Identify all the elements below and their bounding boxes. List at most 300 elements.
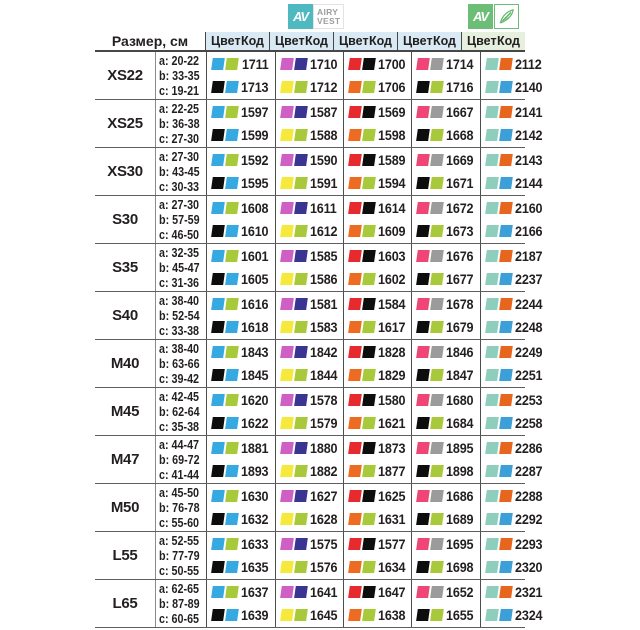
product-code: 1673 bbox=[446, 223, 474, 239]
yellow-swatch bbox=[280, 561, 294, 573]
color-swatch-pair bbox=[417, 442, 443, 454]
indigo-swatch bbox=[294, 586, 308, 598]
product-code: 1591 bbox=[309, 175, 337, 191]
color-swatch-pair bbox=[486, 321, 512, 333]
lime-swatch bbox=[294, 273, 308, 285]
code-line bbox=[412, 245, 479, 268]
code-line bbox=[344, 437, 411, 460]
red-swatch bbox=[348, 538, 362, 550]
measurement-b: b: 52-54 bbox=[159, 308, 200, 323]
code-line bbox=[207, 485, 274, 508]
code-line bbox=[207, 437, 274, 460]
code-line bbox=[481, 389, 548, 412]
color-swatch-pair bbox=[281, 58, 307, 70]
deep-orange-swatch bbox=[499, 298, 513, 310]
airyvest-logo bbox=[288, 4, 344, 29]
color-code-cell bbox=[411, 148, 479, 195]
column-header-color: Цвет bbox=[467, 34, 497, 48]
black-swatch bbox=[362, 442, 376, 454]
black-swatch bbox=[211, 369, 225, 381]
color-swatch-pair bbox=[281, 273, 307, 285]
code-line bbox=[481, 316, 548, 339]
product-code: 2324 bbox=[514, 607, 543, 623]
measurements-cell bbox=[155, 484, 206, 531]
color-swatch-pair bbox=[212, 250, 238, 262]
code-line bbox=[276, 508, 343, 531]
color-swatch-pair bbox=[281, 225, 307, 237]
measurements-cell bbox=[155, 244, 206, 291]
color-swatch-pair bbox=[486, 465, 512, 477]
measurement-c: c: 41-44 bbox=[159, 467, 200, 482]
yellow-swatch bbox=[280, 273, 294, 285]
code-line bbox=[344, 364, 411, 387]
color-swatch-pair bbox=[486, 154, 512, 166]
color-swatch-pair bbox=[417, 369, 443, 381]
color-code-cell bbox=[480, 340, 548, 387]
black-swatch bbox=[211, 225, 225, 237]
color-code-cell bbox=[343, 148, 411, 195]
code-line bbox=[207, 533, 274, 556]
orchid-swatch bbox=[280, 298, 294, 310]
orange-swatch bbox=[348, 81, 362, 93]
product-code: 2287 bbox=[514, 463, 543, 479]
mint-swatch bbox=[485, 273, 499, 285]
color-swatch-pair bbox=[349, 490, 375, 502]
product-code: 1610 bbox=[241, 223, 269, 239]
black-swatch bbox=[417, 369, 431, 381]
table-row bbox=[95, 484, 543, 532]
measurement-c: c: 27-30 bbox=[159, 131, 200, 146]
color-code-cell bbox=[480, 148, 548, 195]
black-swatch bbox=[362, 490, 376, 502]
lime-swatch bbox=[294, 321, 308, 333]
product-code: 1895 bbox=[446, 440, 474, 456]
color-code-cell bbox=[343, 244, 411, 291]
color-swatch-pair bbox=[349, 346, 375, 358]
code-line bbox=[276, 485, 343, 508]
color-swatch-pair bbox=[281, 346, 307, 358]
hot-pink-swatch bbox=[417, 442, 431, 454]
measurement-a: a: 62-65 bbox=[159, 581, 200, 596]
color-code-cell bbox=[275, 244, 343, 291]
color-swatch-pair bbox=[212, 586, 238, 598]
mint-swatch bbox=[485, 490, 499, 502]
table-row bbox=[95, 196, 543, 244]
black-swatch bbox=[362, 154, 376, 166]
product-code: 1882 bbox=[309, 463, 337, 479]
mint-swatch bbox=[485, 442, 499, 454]
code-line bbox=[412, 293, 479, 316]
lime-swatch bbox=[431, 417, 445, 429]
product-code: 1633 bbox=[241, 536, 269, 552]
color-swatch-pair bbox=[417, 321, 443, 333]
sky-blue-swatch bbox=[211, 538, 225, 550]
table-row bbox=[95, 292, 543, 340]
measurement-b: b: 63-66 bbox=[159, 356, 200, 371]
product-code: 1711 bbox=[241, 56, 269, 72]
column-header-code: Код bbox=[304, 34, 328, 48]
measurement-b: b: 77-79 bbox=[159, 548, 200, 563]
color-swatch-pair bbox=[212, 369, 238, 381]
color-swatch-pair bbox=[281, 538, 307, 550]
product-code: 1625 bbox=[378, 488, 406, 504]
code-line bbox=[207, 581, 274, 604]
indigo-swatch bbox=[294, 202, 308, 214]
product-code: 1714 bbox=[446, 56, 474, 72]
color-swatch-pair bbox=[212, 154, 238, 166]
code-line bbox=[412, 149, 479, 172]
yellow-swatch bbox=[280, 321, 294, 333]
hot-pink-swatch bbox=[417, 586, 431, 598]
code-line bbox=[207, 149, 274, 172]
code-line bbox=[344, 293, 411, 316]
code-line bbox=[207, 76, 274, 99]
product-code: 1641 bbox=[309, 584, 337, 600]
color-code-cell bbox=[343, 484, 411, 531]
product-code: 1575 bbox=[309, 536, 337, 552]
lime-swatch bbox=[362, 81, 376, 93]
hot-pink-swatch bbox=[417, 538, 431, 550]
product-code: 1603 bbox=[378, 248, 406, 264]
measurement-b: b: 36-38 bbox=[159, 116, 200, 131]
color-swatch-pair bbox=[281, 106, 307, 118]
black-swatch bbox=[211, 561, 225, 573]
product-code: 2142 bbox=[514, 127, 543, 143]
table-row bbox=[95, 436, 543, 484]
table-row bbox=[95, 388, 543, 436]
code-line bbox=[481, 581, 548, 604]
product-code: 1710 bbox=[309, 56, 337, 72]
color-code-cell bbox=[480, 532, 548, 579]
color-swatch-pair bbox=[212, 129, 238, 141]
color-swatch-pair bbox=[212, 202, 238, 214]
product-code: 1684 bbox=[446, 415, 474, 431]
indigo-swatch bbox=[294, 538, 308, 550]
color-swatch-pair bbox=[212, 538, 238, 550]
measurements-cell bbox=[155, 196, 206, 243]
color-swatch-pair bbox=[486, 58, 512, 70]
code-line bbox=[412, 389, 479, 412]
code-line bbox=[344, 245, 411, 268]
product-code: 1652 bbox=[446, 584, 474, 600]
gray-swatch bbox=[431, 154, 445, 166]
code-line bbox=[412, 124, 479, 147]
leaf-icon bbox=[494, 4, 519, 29]
code-line bbox=[207, 245, 274, 268]
code-line bbox=[412, 412, 479, 435]
color-swatch-pair bbox=[349, 417, 375, 429]
blue-swatch bbox=[499, 81, 513, 93]
measurement-b: b: 87-89 bbox=[159, 596, 200, 611]
mint-swatch bbox=[485, 394, 499, 406]
blue-swatch bbox=[499, 129, 513, 141]
code-line bbox=[276, 437, 343, 460]
sky-blue-swatch bbox=[225, 225, 239, 237]
lime-swatch bbox=[431, 129, 445, 141]
code-line bbox=[344, 197, 411, 220]
code-line bbox=[207, 293, 274, 316]
gray-swatch bbox=[431, 298, 445, 310]
measurement-c: c: 30-33 bbox=[159, 179, 200, 194]
color-swatch-pair bbox=[212, 561, 238, 573]
code-line bbox=[344, 172, 411, 195]
product-code: 1577 bbox=[378, 536, 406, 552]
measurement-b: b: 76-78 bbox=[159, 500, 200, 515]
lime-swatch bbox=[362, 417, 376, 429]
color-code-cell bbox=[275, 52, 343, 99]
product-code: 1580 bbox=[378, 392, 406, 408]
table-body bbox=[95, 52, 543, 628]
size-label: XS25 bbox=[107, 115, 143, 132]
hot-pink-swatch bbox=[417, 154, 431, 166]
color-swatch-pair bbox=[212, 346, 238, 358]
code-line bbox=[481, 485, 548, 508]
product-code: 1638 bbox=[378, 607, 406, 623]
measurement-c: c: 35-38 bbox=[159, 419, 200, 434]
code-line bbox=[412, 508, 479, 531]
product-code: 1592 bbox=[241, 152, 269, 168]
lime-swatch bbox=[225, 346, 239, 358]
code-line bbox=[412, 341, 479, 364]
gray-swatch bbox=[431, 106, 445, 118]
color-swatch-pair bbox=[212, 442, 238, 454]
color-swatch-pair bbox=[486, 202, 512, 214]
sky-blue-swatch bbox=[225, 369, 239, 381]
orchid-swatch bbox=[280, 202, 294, 214]
color-swatch-pair bbox=[417, 346, 443, 358]
code-line bbox=[481, 268, 548, 291]
product-code: 1630 bbox=[241, 488, 269, 504]
product-code: 2112 bbox=[515, 56, 543, 72]
lime-swatch bbox=[431, 321, 445, 333]
color-swatch-pair bbox=[486, 513, 512, 525]
gray-swatch bbox=[431, 346, 445, 358]
black-swatch bbox=[362, 298, 376, 310]
code-line bbox=[481, 604, 548, 627]
color-swatch-pair bbox=[281, 369, 307, 381]
black-swatch bbox=[362, 106, 376, 118]
code-line bbox=[276, 533, 343, 556]
column-header-code: Код bbox=[368, 34, 392, 48]
measurements-cell bbox=[155, 340, 206, 387]
deep-orange-swatch bbox=[499, 202, 513, 214]
color-swatch-pair bbox=[417, 298, 443, 310]
red-swatch bbox=[348, 490, 362, 502]
color-swatch-pair bbox=[349, 298, 375, 310]
code-line bbox=[481, 460, 548, 483]
mint-swatch bbox=[485, 369, 499, 381]
gray-swatch bbox=[431, 442, 445, 454]
product-code: 2141 bbox=[514, 104, 543, 120]
code-line bbox=[276, 124, 343, 147]
yellow-swatch bbox=[280, 465, 294, 477]
orange-swatch bbox=[348, 609, 362, 621]
code-line bbox=[207, 556, 274, 579]
code-line bbox=[344, 268, 411, 291]
table-row bbox=[95, 580, 543, 628]
color-swatch-pair bbox=[212, 394, 238, 406]
code-line bbox=[344, 149, 411, 172]
code-line bbox=[344, 316, 411, 339]
color-swatch-pair bbox=[281, 298, 307, 310]
product-code: 2187 bbox=[514, 248, 543, 264]
mint-swatch bbox=[485, 513, 499, 525]
black-swatch bbox=[211, 129, 225, 141]
product-code: 1618 bbox=[241, 319, 269, 335]
size-label: S30 bbox=[112, 211, 138, 228]
measurement-a: a: 42-45 bbox=[159, 389, 200, 404]
product-code: 2140 bbox=[514, 79, 543, 95]
color-swatch-pair bbox=[417, 609, 443, 621]
color-code-cell bbox=[275, 388, 343, 435]
code-line bbox=[276, 53, 343, 76]
code-line bbox=[344, 341, 411, 364]
code-line bbox=[412, 101, 479, 124]
product-code: 1847 bbox=[446, 367, 474, 383]
sky-blue-swatch bbox=[225, 129, 239, 141]
av-one-logo bbox=[468, 4, 519, 29]
indigo-swatch bbox=[294, 442, 308, 454]
indigo-swatch bbox=[294, 298, 308, 310]
mint-swatch bbox=[485, 177, 499, 189]
color-swatch-pair bbox=[212, 177, 238, 189]
deep-orange-swatch bbox=[499, 346, 513, 358]
product-code: 2143 bbox=[514, 152, 543, 168]
sky-blue-swatch bbox=[211, 490, 225, 502]
color-code-cell bbox=[343, 532, 411, 579]
code-line bbox=[276, 316, 343, 339]
product-code: 1828 bbox=[378, 344, 406, 360]
color-swatch-pair bbox=[486, 298, 512, 310]
color-code-cell bbox=[411, 244, 479, 291]
size-label: XS30 bbox=[107, 163, 143, 180]
mint-swatch bbox=[485, 225, 499, 237]
lime-swatch bbox=[294, 609, 308, 621]
product-code: 1611 bbox=[310, 200, 337, 216]
color-swatch-pair bbox=[417, 586, 443, 598]
measurement-a: a: 22-25 bbox=[159, 101, 200, 116]
lime-swatch bbox=[294, 177, 308, 189]
indigo-swatch bbox=[294, 394, 308, 406]
color-swatch-pair bbox=[417, 177, 443, 189]
lime-swatch bbox=[225, 106, 239, 118]
code-line bbox=[481, 412, 548, 435]
red-swatch bbox=[348, 346, 362, 358]
mint-swatch bbox=[485, 81, 499, 93]
black-swatch bbox=[362, 202, 376, 214]
product-code: 1588 bbox=[309, 127, 337, 143]
av-one-logo-mark: AV bbox=[468, 4, 493, 29]
sky-blue-swatch bbox=[225, 81, 239, 93]
code-line bbox=[412, 76, 479, 99]
color-code-cell bbox=[343, 52, 411, 99]
mint-swatch bbox=[485, 298, 499, 310]
deep-orange-swatch bbox=[499, 250, 513, 262]
color-code-cell bbox=[480, 436, 548, 483]
measurements-cell bbox=[155, 292, 206, 339]
code-line bbox=[276, 460, 343, 483]
product-code: 2251 bbox=[514, 367, 543, 383]
product-code: 1589 bbox=[378, 152, 406, 168]
orchid-swatch bbox=[280, 154, 294, 166]
code-line bbox=[481, 101, 548, 124]
measurements-cell bbox=[155, 580, 206, 627]
color-swatch-pair bbox=[417, 106, 443, 118]
product-code: 1845 bbox=[241, 367, 269, 383]
code-line bbox=[481, 508, 548, 531]
sky-blue-swatch bbox=[211, 250, 225, 262]
sky-blue-swatch bbox=[211, 298, 225, 310]
code-line bbox=[344, 76, 411, 99]
code-line bbox=[412, 604, 479, 627]
color-code-cell bbox=[343, 580, 411, 627]
color-swatch-pair bbox=[486, 442, 512, 454]
measurements-cell bbox=[155, 100, 206, 147]
color-swatch-pair bbox=[486, 586, 512, 598]
deep-orange-swatch bbox=[499, 58, 513, 70]
code-line bbox=[412, 53, 479, 76]
product-code: 2288 bbox=[514, 488, 543, 504]
color-code-cell bbox=[206, 52, 274, 99]
red-swatch bbox=[348, 586, 362, 598]
color-code-cell bbox=[411, 388, 479, 435]
code-line bbox=[276, 412, 343, 435]
color-code-cell bbox=[275, 340, 343, 387]
color-code-cell bbox=[411, 52, 479, 99]
code-line bbox=[276, 604, 343, 627]
color-swatch-pair bbox=[212, 609, 238, 621]
lime-swatch bbox=[225, 394, 239, 406]
code-line bbox=[481, 293, 548, 316]
mint-swatch bbox=[485, 154, 499, 166]
lime-swatch bbox=[431, 465, 445, 477]
code-line bbox=[412, 460, 479, 483]
color-swatch-pair bbox=[281, 561, 307, 573]
orange-swatch bbox=[348, 417, 362, 429]
orange-swatch bbox=[348, 129, 362, 141]
code-line bbox=[207, 316, 274, 339]
color-swatch-pair bbox=[417, 225, 443, 237]
orange-swatch bbox=[348, 177, 362, 189]
sky-blue-swatch bbox=[225, 513, 239, 525]
lime-swatch bbox=[362, 609, 376, 621]
mint-swatch bbox=[485, 538, 499, 550]
color-swatch-pair bbox=[349, 513, 375, 525]
product-code: 2144 bbox=[514, 175, 543, 191]
color-code-cell bbox=[206, 100, 274, 147]
lime-swatch bbox=[225, 154, 239, 166]
product-code: 1678 bbox=[446, 296, 474, 312]
code-line bbox=[276, 220, 343, 243]
color-swatch-pair bbox=[486, 177, 512, 189]
code-line bbox=[481, 76, 548, 99]
blue-swatch bbox=[499, 609, 513, 621]
color-code-cell bbox=[480, 100, 548, 147]
size-label: M40 bbox=[110, 355, 140, 372]
product-code: 1898 bbox=[446, 463, 474, 479]
red-swatch bbox=[348, 106, 362, 118]
product-code: 1614 bbox=[378, 200, 406, 216]
table-row bbox=[95, 100, 543, 148]
color-code-cell bbox=[343, 340, 411, 387]
color-swatch-pair bbox=[281, 609, 307, 621]
color-swatch-pair bbox=[417, 490, 443, 502]
orchid-swatch bbox=[280, 250, 294, 262]
measurement-b: b: 57-59 bbox=[159, 212, 200, 227]
color-code-cell bbox=[275, 484, 343, 531]
color-swatch-pair bbox=[349, 225, 375, 237]
black-swatch bbox=[417, 273, 431, 285]
